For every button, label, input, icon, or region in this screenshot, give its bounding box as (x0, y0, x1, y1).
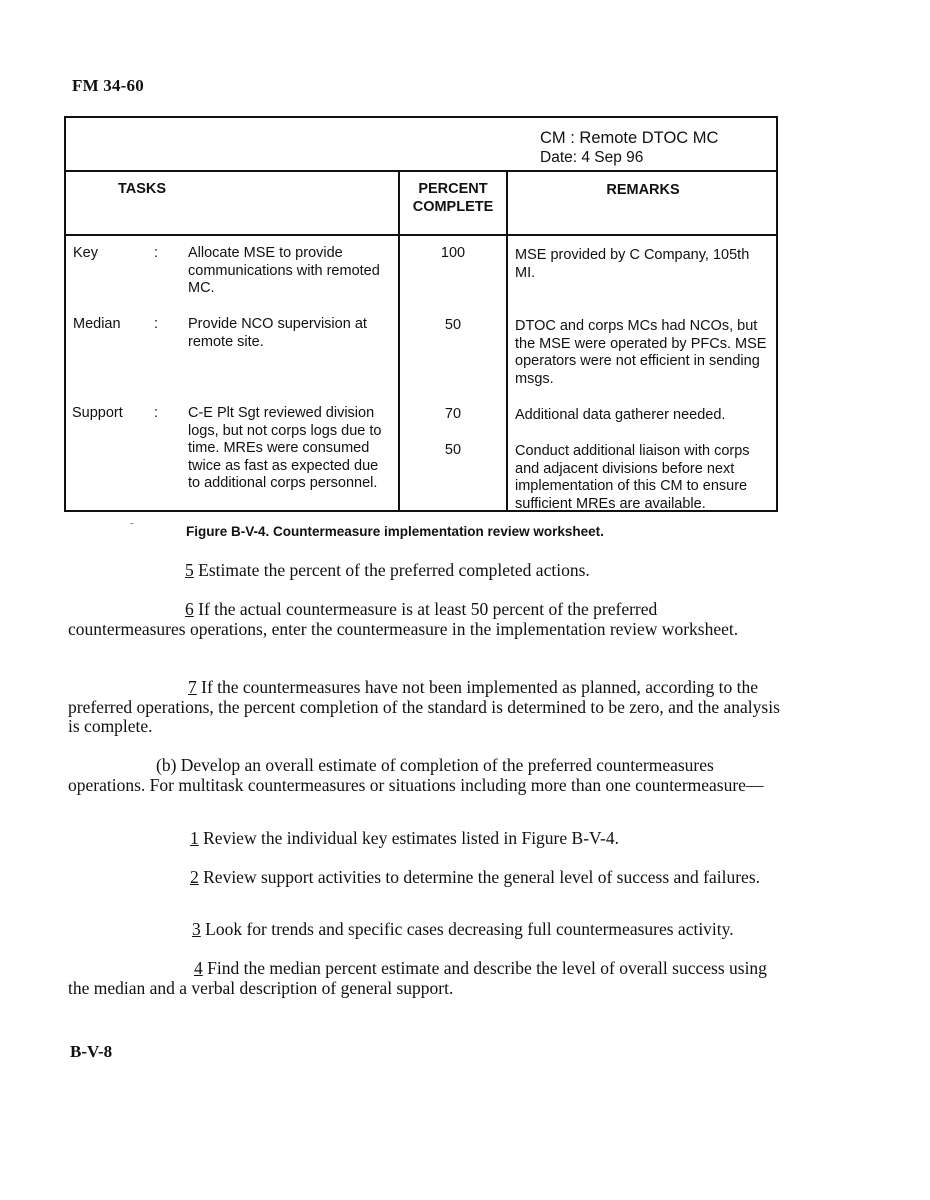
step-number: 5 (185, 560, 194, 580)
row-category: Median (73, 316, 121, 332)
step-text: If the countermeasures have not been implemented as planned, according to the preferred operations, the percent completion of the standard is determined to be zero, and the analysis is complete. (68, 677, 780, 736)
paragraph-text: (b) Develop an overall estimate of completion of the preferred countermeasures operations. For multitask countermeasures or situations including more than one countermeasure— (68, 755, 764, 795)
page-number: B-V-8 (70, 1042, 113, 1061)
worksheet-date: Date: 4 Sep 96 (540, 149, 644, 166)
step-number: 4 (194, 958, 203, 978)
paragraph-b (68, 756, 778, 795)
row-category: Key (73, 245, 98, 261)
step-text: Review support activities to determine the general level of success and failures. (198, 867, 761, 887)
paragraph-step-2 (68, 868, 778, 888)
scan-mark: - (130, 518, 134, 529)
step-text: If the actual countermeasure is at least 50 percent of the preferred countermeasures operations, enter the countermeasure in the implementation review worksheet. (68, 599, 739, 639)
step-number: 6 (185, 599, 194, 619)
row-colon: : (154, 405, 159, 421)
row-colon: : (154, 316, 159, 332)
row-remark: MSE provided by C Company, 105th MI. (515, 247, 750, 281)
remarks-column-header: REMARKS (606, 182, 680, 198)
row-colon: : (154, 245, 159, 261)
row-remark: Additional data gatherer needed. (515, 407, 726, 423)
paragraph-step-5 (68, 561, 778, 581)
row-remark: DTOC and corps MCs had NCOs, but the MSE were operated by PFCs. MSE operators were not efficient in sending msgs. (515, 318, 767, 387)
paragraph-step-7 (68, 678, 780, 737)
row-remark-secondary: Conduct additional liaison with corps and adjacent divisions before next implementation of this CM to ensure sufficient MREs are available. (515, 443, 750, 512)
header-divider (66, 234, 776, 236)
step-text: Look for trends and specific cases decreasing full countermeasures activity. (200, 919, 734, 939)
step-number: 3 (192, 919, 201, 939)
row-task: Provide NCO supervision at remote site. (188, 316, 367, 350)
step-text: Review the individual key estimates listed in Figure B-V-4. (198, 828, 620, 848)
row-percent-secondary: 50 (444, 442, 462, 458)
tasks-column-header: TASKS (118, 181, 167, 197)
step-text: Find the median percent estimate and describe the level of overall success using the median and a verbal description of general support. (68, 958, 767, 998)
row-percent: 70 (444, 406, 462, 422)
percent-header-line2: COMPLETE (412, 199, 494, 215)
paragraph-step-3 (68, 920, 788, 940)
worksheet-title-row (66, 118, 776, 172)
step-number: 2 (190, 867, 199, 887)
column-divider (506, 170, 508, 510)
row-task: Allocate MSE to provide communications with remoted MC. (188, 245, 380, 296)
percent-header-line1: PERCENT (418, 181, 488, 197)
step-number: 7 (188, 677, 197, 697)
row-percent: 100 (440, 245, 466, 261)
figure-caption: Figure B-V-4. Countermeasure implementation review worksheet. (186, 524, 604, 539)
paragraph-step-1 (68, 829, 778, 849)
row-percent: 50 (444, 317, 462, 333)
paragraph-step-6 (68, 600, 778, 639)
percent-column-header (400, 180, 506, 216)
step-text: Estimate the percent of the preferred completed actions. (193, 560, 590, 580)
row-category: Support (72, 405, 123, 421)
row-task: C-E Plt Sgt reviewed division logs, but not corps logs due to time. MREs were consumed twice as fast as expected due to additional corps personnel. (188, 405, 382, 491)
document-id: FM 34-60 (72, 76, 144, 95)
cm-name: CM : Remote DTOC MC (540, 129, 719, 147)
review-worksheet-table (64, 116, 778, 512)
paragraph-step-4 (68, 959, 778, 998)
step-number: 1 (190, 828, 199, 848)
